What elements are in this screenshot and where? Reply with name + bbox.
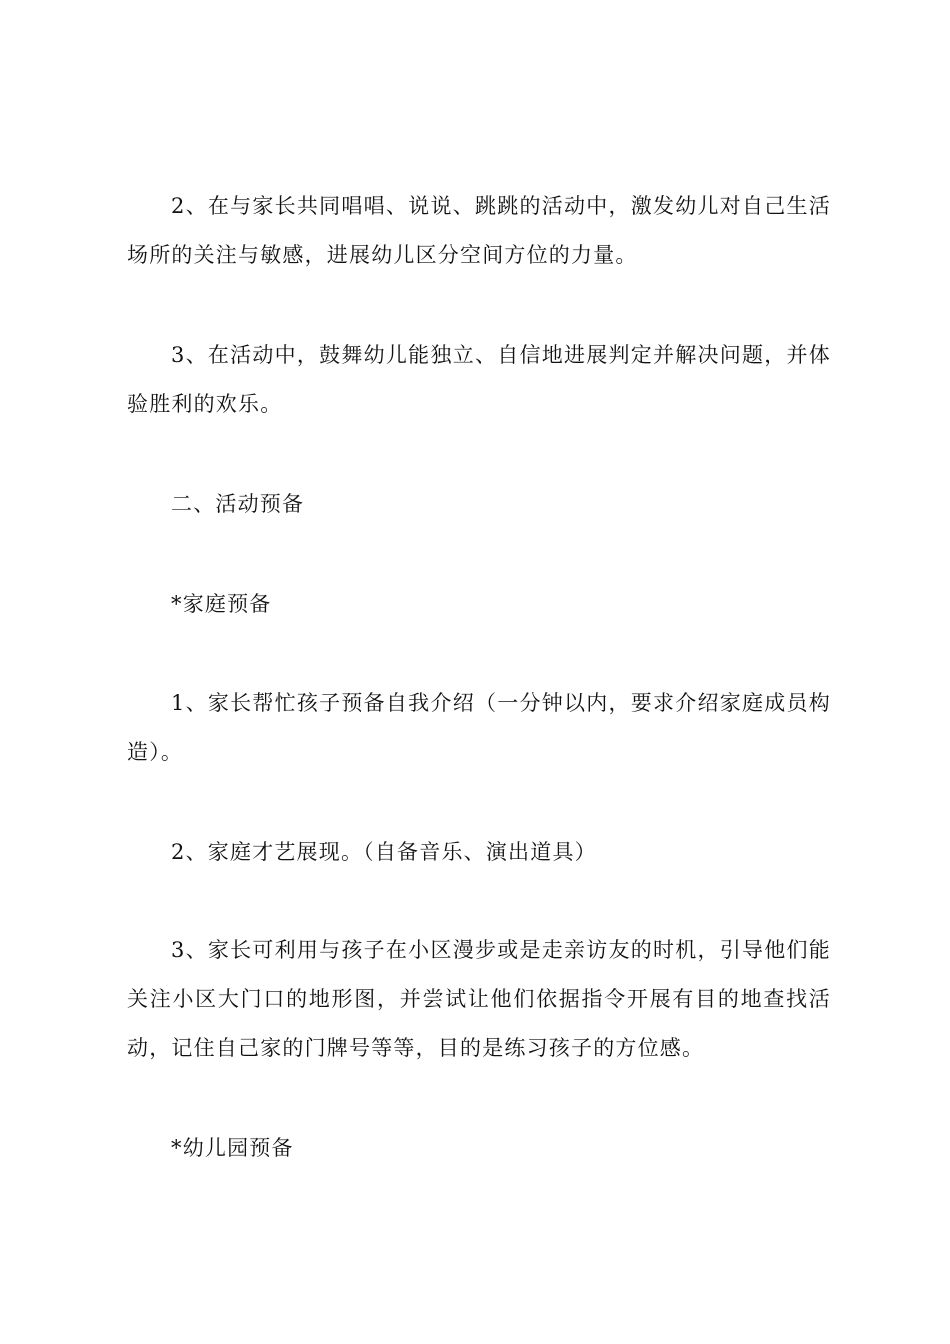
family-item-3: 3、家长可利用与孩子在小区漫步或是走亲访友的时机，引导他们能关注小区大门口的地形图，并尝试让他们依据指令开展有目的地查找活动，记住自己家的门牌号等等，目的是练习孩子的方位感。: [127, 938, 831, 1060]
family-item-2: 2、家庭才艺展现。（自备音乐、演出道具）: [171, 840, 597, 864]
family-item-1: 1、家长帮忙孩子预备自我介绍（一分钟以内，要求介绍家庭成员构造）。: [127, 691, 831, 764]
section-heading-activity-preparation: 二、活动预备: [171, 492, 305, 516]
goal-paragraph-3: 3、在活动中，鼓舞幼儿能独立、自信地进展判定并解决问题，并体验胜利的欢乐。: [127, 343, 831, 416]
subheading-family-preparation: *家庭预备: [171, 592, 272, 616]
subheading-kindergarten-preparation: *幼儿园预备: [171, 1136, 294, 1160]
goal-paragraph-2: 2、在与家长共同唱唱、说说、跳跳的活动中，激发幼儿对自己生活场所的关注与敏感，进展幼儿区分空间方位的力量。: [127, 194, 831, 267]
